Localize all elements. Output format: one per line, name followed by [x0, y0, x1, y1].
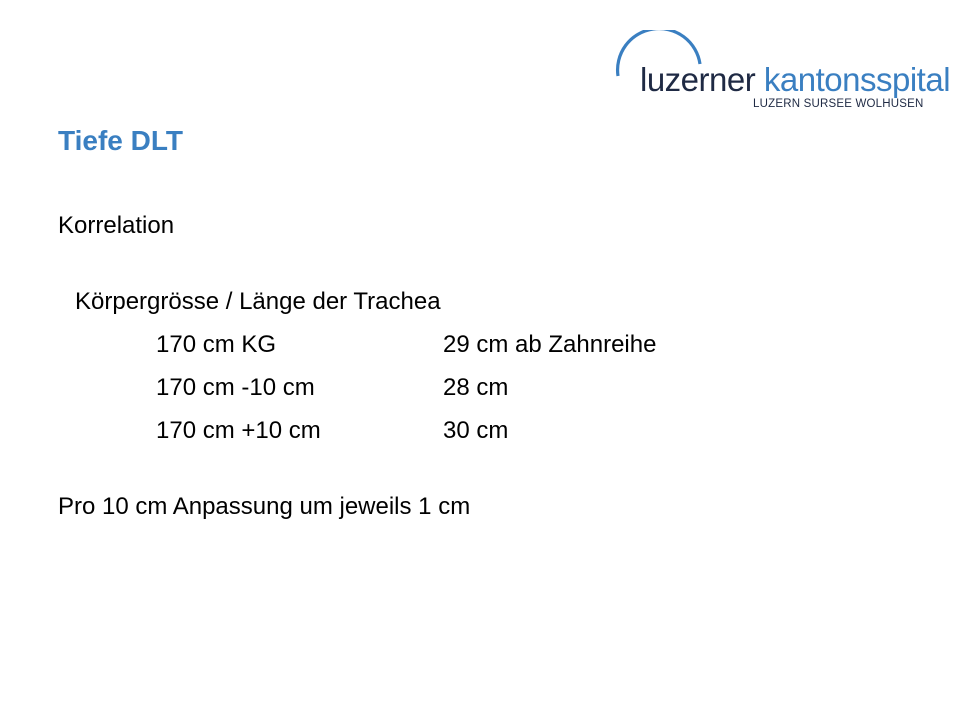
hospital-logo: [600, 30, 951, 120]
height-value: 170 cm +10 cm: [156, 417, 321, 444]
logo-wordmark: [640, 60, 950, 100]
summary-line: Pro 10 cm Anpassung um jeweils 1 cm: [58, 493, 471, 520]
logo-name-part1: luzerner: [640, 61, 756, 98]
depth-value: 29 cm ab Zahnreihe: [443, 331, 657, 358]
depth-value: 30 cm: [443, 417, 509, 444]
depth-value: 28 cm: [443, 374, 509, 401]
logo-tagline: LUZERN SURSEE WOLHUSEN: [753, 98, 924, 110]
height-value: 170 cm -10 cm: [156, 374, 315, 401]
subject-line: Korrelation: [58, 212, 175, 239]
slide-title: Tiefe DLT: [58, 125, 183, 156]
logo-name-part2: kantonsspital: [763, 61, 951, 98]
height-value: 170 cm KG: [156, 331, 277, 358]
correlation-heading: Körpergrösse / Länge der Trachea: [75, 288, 441, 315]
